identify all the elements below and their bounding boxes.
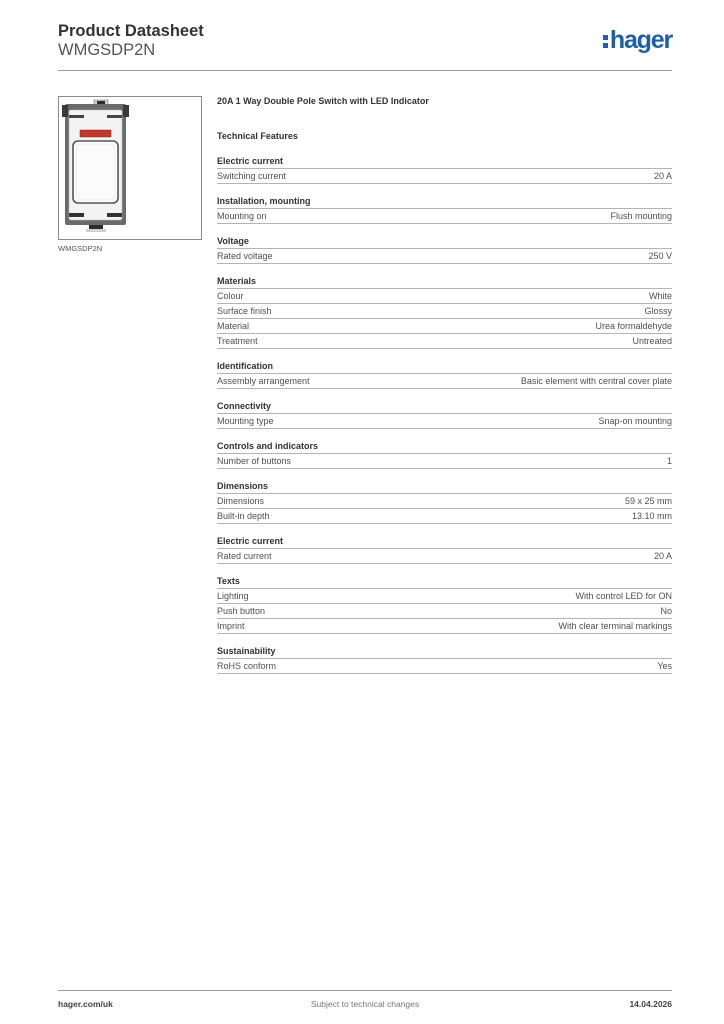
page-header [58, 20, 672, 71]
product-title: 20A 1 Way Double Pole Switch with LED Indicator [217, 96, 429, 106]
feature-value: Yes [657, 661, 672, 671]
feature-row [217, 494, 672, 509]
feature-value: With clear terminal markings [558, 621, 672, 631]
feature-group [217, 194, 672, 224]
feature-row [217, 169, 672, 184]
technical-features-heading: Technical Features [217, 131, 298, 141]
feature-label: Dimensions [217, 496, 265, 506]
feature-row [217, 289, 672, 304]
feature-value: 20 A [653, 551, 672, 561]
feature-row [217, 619, 672, 634]
feature-group-title: Controls and indicators [217, 439, 672, 454]
page-title: Product Datasheet [58, 22, 204, 40]
feature-value: Untreated [632, 336, 672, 346]
feature-label: Surface finish [217, 306, 272, 316]
feature-group [217, 439, 672, 469]
page-subtitle: WMGSDP2N [58, 41, 156, 59]
datasheet-content [217, 96, 672, 684]
logo-dots-icon [603, 34, 608, 49]
feature-label: Mounting type [217, 416, 274, 426]
feature-row [217, 334, 672, 349]
logo-text: hager [609, 26, 672, 54]
page-footer [58, 990, 672, 1015]
feature-label: Push button [217, 606, 266, 616]
feature-row [217, 604, 672, 619]
feature-value: Snap-on mounting [598, 416, 672, 426]
feature-row [217, 549, 672, 564]
feature-group-title: Identification [217, 359, 672, 374]
image-caption: WMGSDP2N [58, 244, 103, 253]
feature-group-title: Installation, mounting [217, 194, 672, 209]
feature-label: Imprint [217, 621, 245, 631]
feature-group-title: Voltage [217, 234, 672, 249]
footer-notice: Subject to technical changes [310, 999, 420, 1009]
feature-value: 59 x 25 mm [624, 496, 672, 506]
feature-row [217, 249, 672, 264]
feature-row [217, 319, 672, 334]
footer-date: 14.04.2026 [629, 999, 672, 1009]
feature-row [217, 659, 672, 674]
feature-group [217, 399, 672, 429]
feature-label: Mounting on [217, 211, 267, 221]
feature-value: 250 V [648, 251, 672, 261]
feature-label: Built-in depth [217, 511, 270, 521]
features-list [217, 154, 672, 674]
feature-group [217, 479, 672, 524]
feature-label: Material [217, 321, 250, 331]
feature-group [217, 574, 672, 634]
product-image [58, 96, 202, 240]
feature-row [217, 454, 672, 469]
feature-group [217, 359, 672, 389]
switch-module-icon [59, 97, 201, 239]
feature-group-title: Texts [217, 574, 672, 589]
feature-value: With control LED for ON [575, 591, 672, 601]
feature-group-title: Electric current [217, 154, 672, 169]
feature-value: 13.10 mm [631, 511, 672, 521]
feature-row [217, 304, 672, 319]
feature-group-title: Dimensions [217, 479, 672, 494]
feature-group-title: Materials [217, 274, 672, 289]
feature-label: Colour [217, 291, 244, 301]
feature-row [217, 414, 672, 429]
feature-value: No [660, 606, 672, 616]
feature-group [217, 274, 672, 349]
feature-label: Rated voltage [217, 251, 273, 261]
feature-group-title: Electric current [217, 534, 672, 549]
hager-logo [603, 26, 672, 55]
feature-group-title: Connectivity [217, 399, 672, 414]
feature-row [217, 374, 672, 389]
feature-value: White [648, 291, 672, 301]
feature-group [217, 644, 672, 674]
feature-label: Lighting [217, 591, 249, 601]
feature-label: Switching current [217, 171, 287, 181]
feature-label: RoHS conform [217, 661, 277, 671]
feature-label: Treatment [217, 336, 258, 346]
feature-value: 20 A [653, 171, 672, 181]
feature-label: Assembly arrangement [217, 376, 310, 386]
feature-group [217, 154, 672, 184]
feature-row [217, 589, 672, 604]
feature-value: Basic element with central cover plate [520, 376, 672, 386]
footer-website: hager.com/uk [58, 999, 113, 1009]
feature-value: Glossy [644, 306, 672, 316]
feature-label: Rated current [217, 551, 272, 561]
feature-value: Urea formaldehyde [595, 321, 672, 331]
feature-group [217, 234, 672, 264]
feature-label: Number of buttons [217, 456, 292, 466]
feature-row [217, 509, 672, 524]
feature-row [217, 209, 672, 224]
feature-value: 1 [666, 456, 672, 466]
feature-value: Flush mounting [610, 211, 672, 221]
feature-group-title: Sustainability [217, 644, 672, 659]
feature-group [217, 534, 672, 564]
